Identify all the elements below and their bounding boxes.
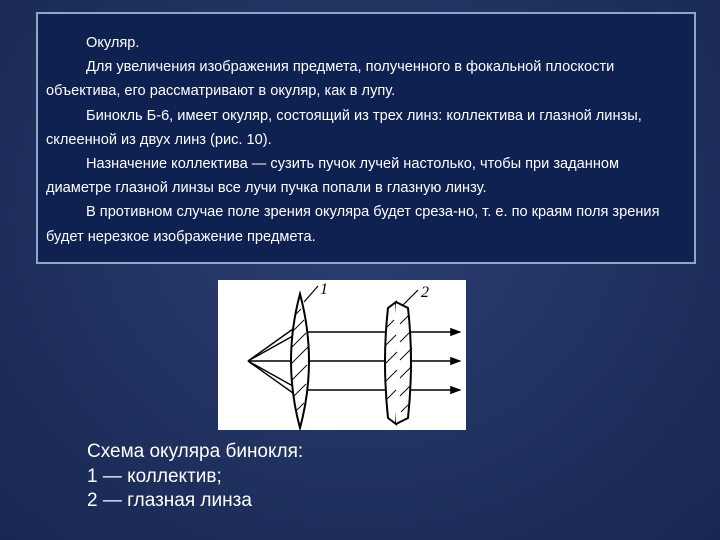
eyepiece-diagram xyxy=(218,280,466,430)
caption-line: 2 — глазная линза xyxy=(87,490,252,511)
eye-lens xyxy=(385,302,412,424)
label-eye-lens: 2 xyxy=(421,284,429,301)
collective-lens xyxy=(291,294,309,428)
optical-rays xyxy=(248,324,460,398)
label-collective: 1 xyxy=(320,281,328,298)
text-paragraph: Бинокль Б-6, имеет окуляр, состоящий из трех линз: коллектива и глазной линзы, склеенной из двух линз (рис. 10). xyxy=(46,107,642,148)
text-paragraph: Для увеличения изображения предмета, полученного в фокальной плоскости объектива, его рассматривают в окуляр, как в лупу. xyxy=(46,59,615,100)
text-title: Окуляр. xyxy=(86,35,140,51)
text-paragraph: В противном случае поле зрения окуляра будет среза-но, т. е. по краям поля зрения будет нерезкое изображение предмета. xyxy=(46,204,660,245)
figure-caption xyxy=(87,440,407,514)
text-paragraph: Назначение коллектива — сузить пучок лучей настолько, чтобы при заданном диаметре глазной линзы все лучи пучка попали в глазную линзу. xyxy=(46,156,620,197)
caption-line: Схема окуляра бинокля: xyxy=(87,441,304,462)
caption-line: 1 — коллектив; xyxy=(87,465,222,487)
text-box xyxy=(36,12,696,264)
